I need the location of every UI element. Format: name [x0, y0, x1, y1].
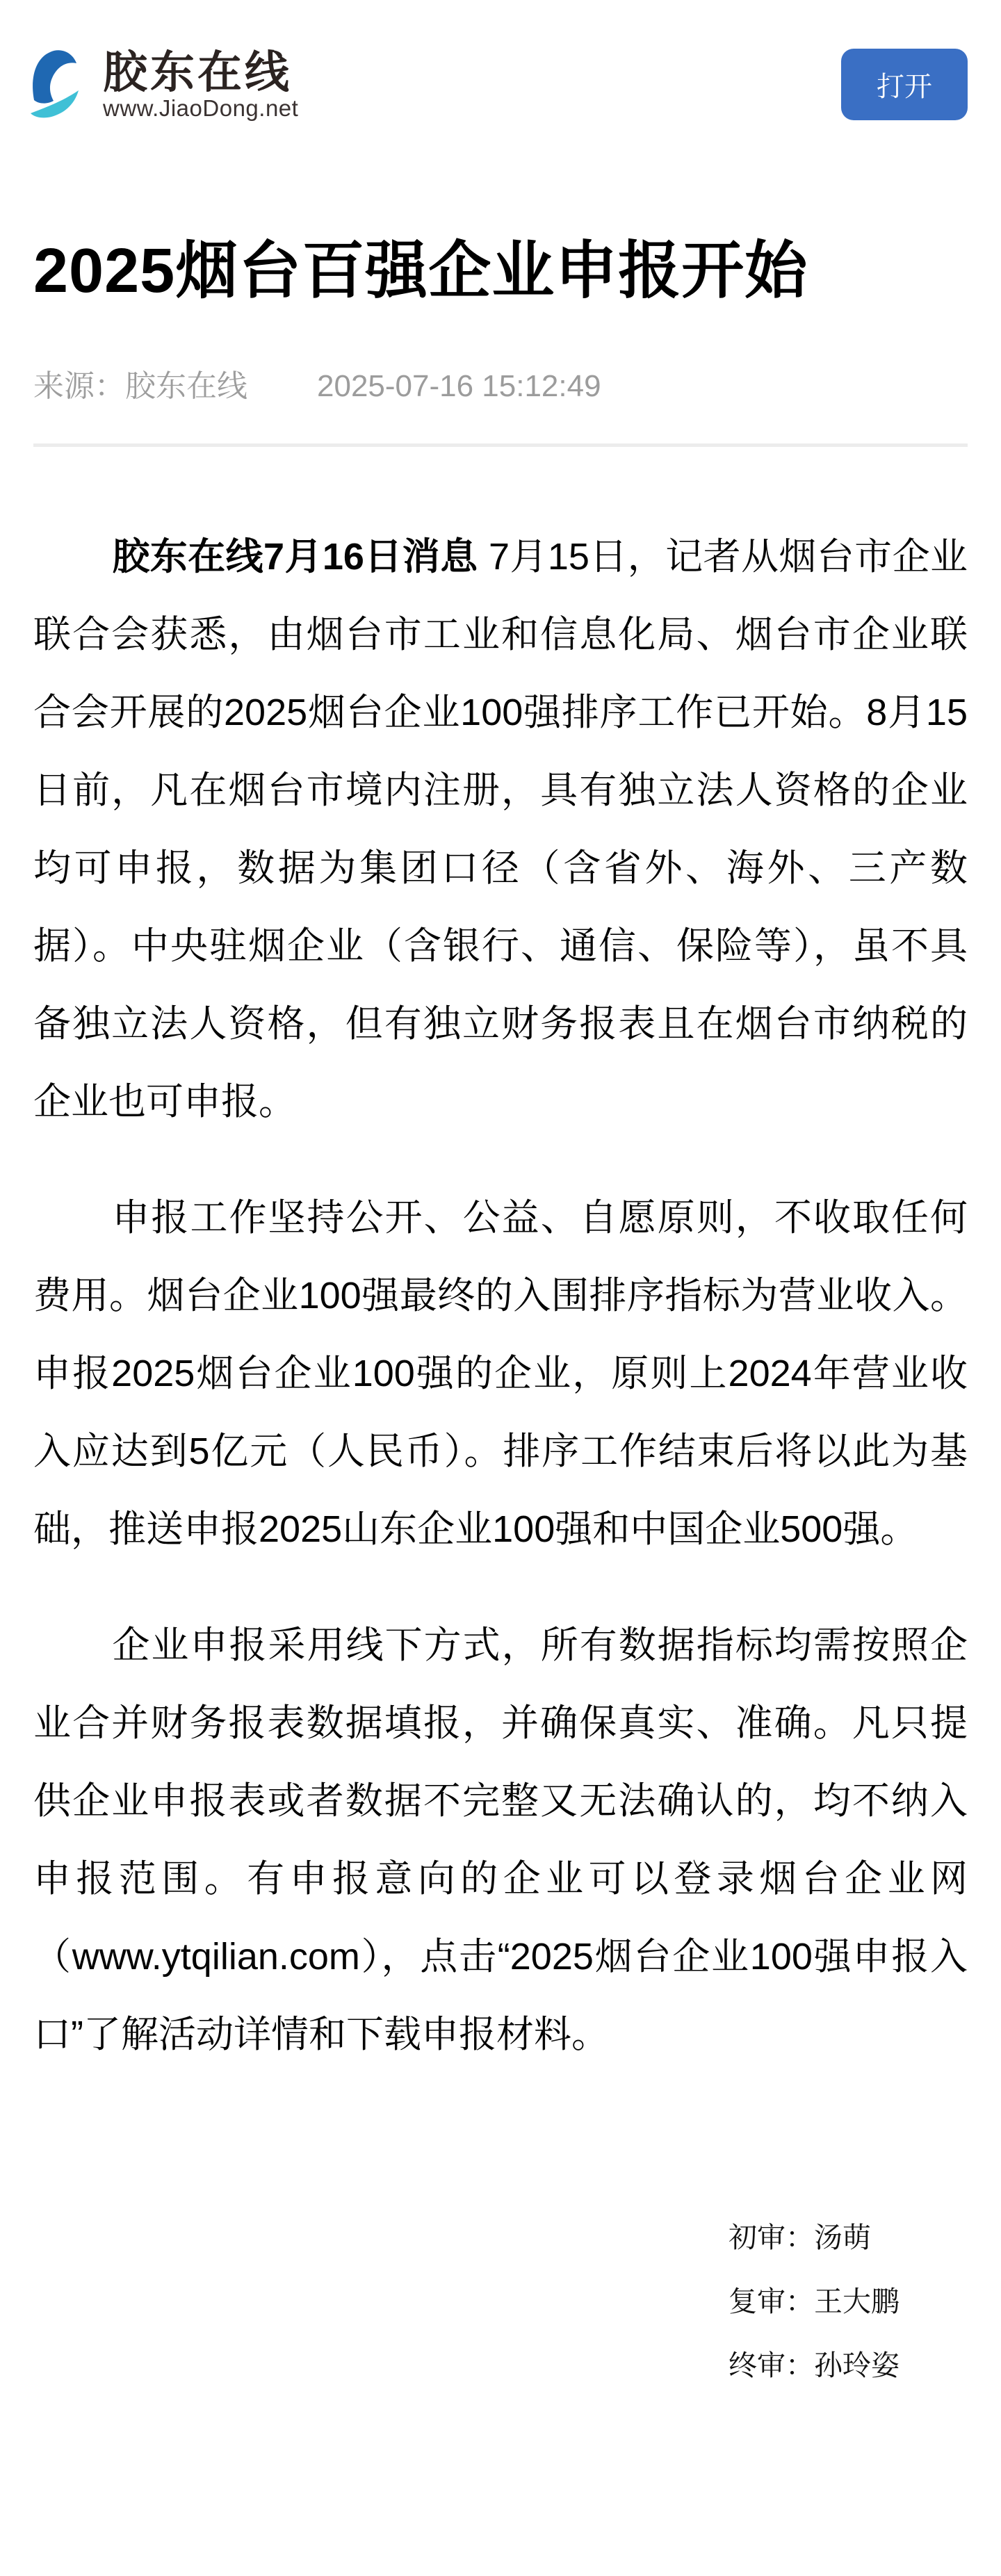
article-body [33, 518, 968, 2073]
review-credits [729, 2206, 1001, 2397]
paragraph-3-text: 企业申报采用线下方式，所有数据指标均需按照企业合并财务报表数据填报，并确保真实、准确。凡只提供企业申报表或者数据不完整又无法确认的，均不纳入申报范围。有申报意向的企业可以登录烟台企业网（www.ytqilian.com），点击“2025烟台企业100强申报入口”了解活动详情和下载申报材料。 [33, 1624, 968, 2055]
paragraph-2-text: 申报工作坚持公开、公益、自愿原则，不收取任何费用。烟台企业100强最终的入围排序指标为营业收入。申报2025烟台企业100强的企业，原则上2024年营业收入应达到5亿元（人民币）。排序工作结束后将以此为基础，推送申报2025山东企业100强和中国企业500强。 [33, 1197, 968, 1550]
paragraph-1 [33, 518, 968, 1141]
header [0, 0, 1001, 121]
paragraph-1-text: 7月15日，记者从烟台市企业联合会获悉，由烟台市工业和信息化局、烟台市企业联合会开展的2025烟台企业100强排序工作已开始。8月15日前，凡在烟台市境内注册，具有独立法人资格的企业均可申报，数据为集团口径（含省外、海外、三产数据）。中央驻烟企业（含银行、通信、保险等），虽不具备独立法人资格，但有独立财务报表且在烟台市纳税的企业也可申报。 [33, 536, 968, 1123]
logo-text-block [103, 49, 298, 121]
article-source: 来源：胶东在线 [33, 369, 247, 403]
article-timestamp: 2025-07-16 15:12:49 [317, 369, 601, 403]
review-line-final: 终审：孙玲姿 [729, 2349, 900, 2381]
article-meta [33, 366, 968, 407]
jiaodong-logo-icon [29, 49, 83, 121]
paragraph-1-lead: 胶东在线7月16日消息 [112, 536, 478, 578]
site-url: www.JiaoDong.net [103, 95, 299, 121]
review-line-first: 初审：汤萌 [729, 2222, 871, 2253]
site-logo [29, 49, 298, 121]
review-line-second: 复审：王大鹏 [729, 2285, 900, 2317]
paragraph-3 [33, 1606, 968, 2073]
site-name: 胶东在线 [103, 47, 292, 97]
divider [33, 443, 968, 447]
article-title: 2025烟台百强企业申报开始 [33, 236, 808, 306]
open-app-button[interactable]: 打开 [841, 49, 968, 120]
paragraph-2 [33, 1179, 968, 1568]
